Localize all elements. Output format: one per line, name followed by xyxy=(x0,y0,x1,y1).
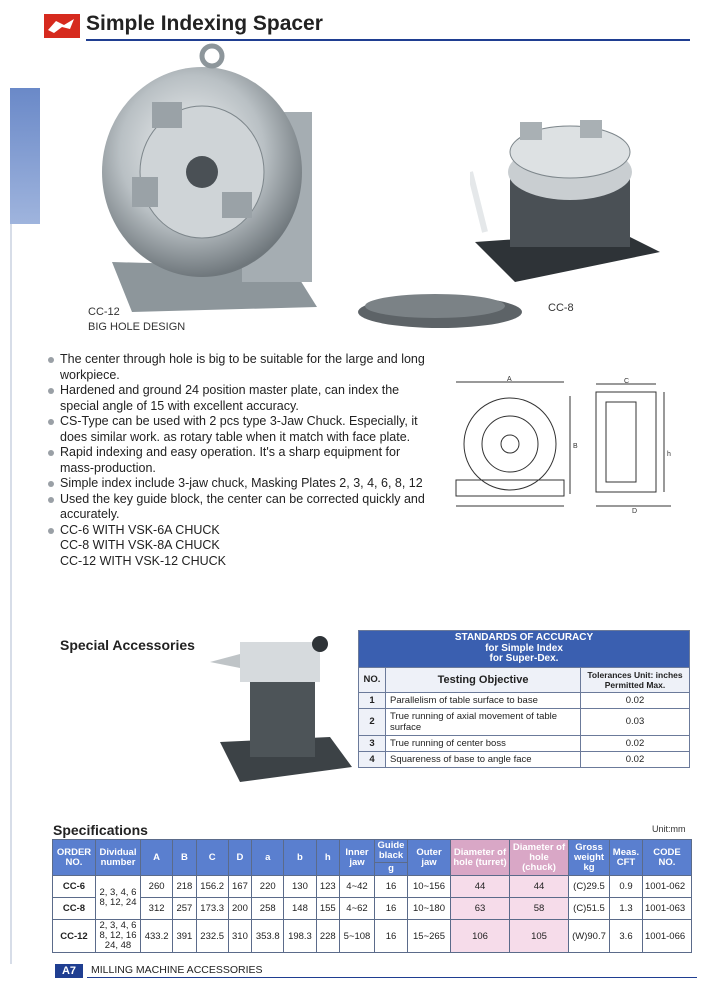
cell-A: 260 xyxy=(141,876,173,898)
feature-list xyxy=(46,352,426,569)
cell-dividual-line: 2, 3, 4, 6 xyxy=(99,886,137,898)
cell-dividual: 2, 3, 4, 6 8, 12, 16 24, 48 xyxy=(96,920,141,953)
cell-turret: 106 xyxy=(451,920,510,953)
col-A: A xyxy=(141,840,173,876)
cc12-note-label: BIG HOLE DESIGN xyxy=(88,321,186,333)
specifications-heading: Specifications xyxy=(53,822,148,838)
footer-line xyxy=(87,977,697,978)
col-cft: Meas. CFT xyxy=(610,840,643,876)
accuracy-title-line2: for Simple Index xyxy=(485,642,563,654)
cell-B: 257 xyxy=(173,898,196,920)
col-outer-jaw: Outer jaw xyxy=(408,840,451,876)
feature-item: CC-6 WITH VSK-6A CHUCK xyxy=(46,523,426,539)
row-no: 3 xyxy=(359,735,386,751)
cell-code: 1001-063 xyxy=(643,898,692,920)
col-code: CODE NO. xyxy=(643,840,692,876)
dim-label-a: A xyxy=(507,376,512,383)
col-B: B xyxy=(173,840,196,876)
cell-turret: 63 xyxy=(451,898,510,920)
cell-inner: 4~42 xyxy=(340,876,375,898)
cell-chuck: 58 xyxy=(510,898,569,920)
cell-outer: 10~180 xyxy=(408,898,451,920)
accuracy-table xyxy=(358,630,690,768)
cell-C: 173.3 xyxy=(196,898,228,920)
cell-cft: 3.6 xyxy=(610,920,643,953)
cell-b: 130 xyxy=(284,876,316,898)
feature-item: Simple index include 3-jaw chuck, Masking Plates 2, 3, 4, 6, 8, 12 xyxy=(46,476,426,492)
side-thumbnail-strip xyxy=(10,88,40,224)
specifications-table xyxy=(52,839,692,953)
page-edge-line xyxy=(10,224,12,964)
accuracy-title-line1: STANDARDS OF ACCURACY xyxy=(454,632,594,643)
col-order: ORDER NO. xyxy=(53,840,96,876)
col-objective: Testing Objective xyxy=(386,667,581,692)
table-row xyxy=(53,898,692,920)
cc8-photo xyxy=(470,112,665,287)
col-C: C xyxy=(196,840,228,876)
cell-a: 258 xyxy=(252,898,284,920)
masking-plates-photo xyxy=(355,288,525,330)
cell-weight: (C)29.5 xyxy=(569,876,610,898)
cell-inner: 4~62 xyxy=(340,898,375,920)
col-hole-chuck: Diameter of hole (chuck) xyxy=(510,840,569,876)
feature-item: The center through hole is big to be suitable for the large and long workpiece. xyxy=(46,352,426,383)
cell-turret: 44 xyxy=(451,876,510,898)
col-hole-turret: Diameter of hole (turret) xyxy=(451,840,510,876)
cell-h: 123 xyxy=(316,876,339,898)
cell-b: 198.3 xyxy=(284,920,316,953)
table-row xyxy=(53,876,692,898)
page-title: Simple Indexing Spacer xyxy=(86,12,323,35)
cell-A: 312 xyxy=(141,898,173,920)
title-underline xyxy=(86,39,690,41)
feature-item: Used the key guide block, the center can be corrected quickly and accurately. xyxy=(46,492,426,523)
technical-drawing xyxy=(446,376,684,516)
cc12-model-label: CC-12 xyxy=(88,306,120,318)
dim-label-h: h xyxy=(667,451,671,458)
col-guide-unit: g xyxy=(375,863,408,876)
footer-section: MILLING MACHINE ACCESSORIES xyxy=(91,964,263,976)
row-tolerance: 0.03 xyxy=(581,708,690,735)
cell-a: 353.8 xyxy=(252,920,284,953)
col-b: b xyxy=(284,840,316,876)
col-D: D xyxy=(228,840,251,876)
table-row xyxy=(53,920,692,953)
row-objective: Squareness of base to angle face xyxy=(386,751,581,767)
row-tolerance: 0.02 xyxy=(581,751,690,767)
title-bar xyxy=(44,10,692,40)
dim-label-c: C xyxy=(624,378,630,385)
unit-label: Unit:mm xyxy=(652,824,686,834)
col-dividual: Dividual number xyxy=(96,840,141,876)
accuracy-title-line3: for Super-Dex. xyxy=(489,653,559,664)
cell-chuck: 105 xyxy=(510,920,569,953)
cell-cft: 1.3 xyxy=(610,898,643,920)
cell-D: 167 xyxy=(228,876,251,898)
tailstock-photo xyxy=(210,632,355,787)
col-h: h xyxy=(316,840,339,876)
cell-h: 228 xyxy=(316,920,339,953)
cell-order: CC-6 xyxy=(53,876,96,898)
accessories-heading: Special Accessories xyxy=(60,637,195,653)
row-objective: Parallelism of table surface to base xyxy=(386,692,581,708)
table-row xyxy=(359,708,690,735)
col-weight: Gross weight kg xyxy=(569,840,610,876)
row-objective: True running of center boss xyxy=(386,735,581,751)
col-tolerance xyxy=(581,667,690,692)
feature-item: Rapid indexing and easy operation. It's a sharp equipment for mass-production. xyxy=(46,445,426,476)
accuracy-title xyxy=(359,631,690,668)
dim-label-d: D xyxy=(632,508,638,515)
row-objective: True running of axial movement of table surface xyxy=(386,708,581,735)
cell-b: 148 xyxy=(284,898,316,920)
feature-item: CS-Type can be used with 2 pcs type 3-Jaw Chuck. Especially, it does similar work. as rotary table when it match with face plate. xyxy=(46,414,426,445)
col-tolerance-line1: Tolerances Unit: inches xyxy=(587,669,683,680)
cell-C: 156.2 xyxy=(196,876,228,898)
row-no: 2 xyxy=(359,708,386,735)
cell-C: 232.5 xyxy=(196,920,228,953)
cell-B: 218 xyxy=(173,876,196,898)
cell-weight: (W)90.7 xyxy=(569,920,610,953)
table-row xyxy=(359,751,690,767)
dim-label-b: B xyxy=(573,443,578,450)
cell-order: CC-12 xyxy=(53,920,96,953)
cell-D: 310 xyxy=(228,920,251,953)
cell-dividual xyxy=(96,876,141,920)
cc8-caption: CC-8 xyxy=(548,302,574,314)
cell-code: 1001-062 xyxy=(643,876,692,898)
cell-chuck: 44 xyxy=(510,876,569,898)
cell-order: CC-8 xyxy=(53,898,96,920)
cell-dividual-line: 8, 12, 24 xyxy=(99,896,137,908)
cc12-caption xyxy=(88,305,185,335)
table-row xyxy=(359,735,690,751)
row-tolerance: 0.02 xyxy=(581,735,690,751)
feature-item: CC-8 WITH VSK-8A CHUCK xyxy=(60,538,220,552)
feature-item: Hardened and ground 24 position master plate, can index the special angle of 15 with excellent accuracy. xyxy=(46,383,426,414)
col-no: NO. xyxy=(359,667,386,692)
row-tolerance: 0.02 xyxy=(581,692,690,708)
cell-h: 155 xyxy=(316,898,339,920)
cell-guide: 16 xyxy=(375,898,408,920)
cell-outer: 15~265 xyxy=(408,920,451,953)
table-row xyxy=(359,692,690,708)
col-guide: Guide black xyxy=(375,840,408,863)
cell-weight: (C)51.5 xyxy=(569,898,610,920)
col-tolerance-line2: Permitted Max. xyxy=(604,679,666,690)
brand-logo-icon xyxy=(44,14,80,38)
cell-a: 220 xyxy=(252,876,284,898)
cell-B: 391 xyxy=(173,920,196,953)
cc12-photo xyxy=(92,42,332,320)
cell-cft: 0.9 xyxy=(610,876,643,898)
feature-item: CC-12 WITH VSK-12 CHUCK xyxy=(60,553,226,568)
col-a: a xyxy=(252,840,284,876)
page-number-badge: A7 xyxy=(55,964,83,978)
col-inner-jaw: Inner jaw xyxy=(340,840,375,876)
page-footer xyxy=(55,964,703,978)
cell-A: 433.2 xyxy=(141,920,173,953)
row-no: 1 xyxy=(359,692,386,708)
cell-outer: 10~156 xyxy=(408,876,451,898)
row-no: 4 xyxy=(359,751,386,767)
cell-guide: 16 xyxy=(375,876,408,898)
cell-code: 1001-066 xyxy=(643,920,692,953)
cell-D: 200 xyxy=(228,898,251,920)
cell-inner: 5~108 xyxy=(340,920,375,953)
cell-guide: 16 xyxy=(375,920,408,953)
